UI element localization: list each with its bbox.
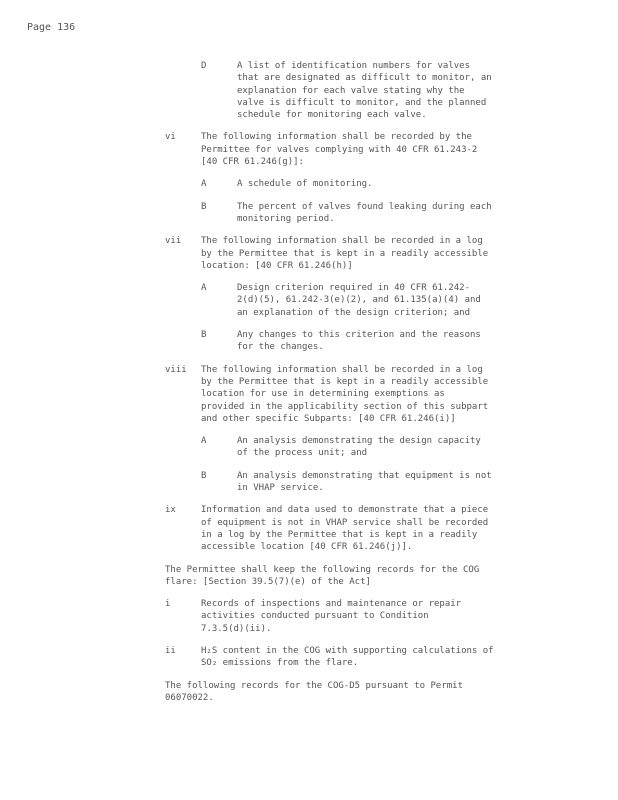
item-text: The following information shall be recorded by the Permittee for valves complying with 40 CFR 61.243-2 [40 CFR 61.246(g)]: [201, 132, 478, 168]
item-text: The following information shall be recorded in a log by the Permittee that is kept in a readily accessible location: [40 CFR 61.246(h)] [201, 236, 489, 271]
item-label: D [201, 61, 207, 71]
closing-paragraph: The following records for the COG-D5 pursuant to Permit 06070022. [165, 680, 464, 703]
list-item [201, 178, 525, 190]
item-text: The following information shall be recorded in a log by the Permittee that is kept in a readily accessible location for use in determining exemptions as provided in the applicability section of this subpart and other specific Subparts: [40 CFR 61.246(i)] [201, 364, 489, 424]
item-text: H₂S content in the COG with supporting calculations of SO₂ emissions from the flare. [201, 645, 494, 669]
item-label: viii [165, 364, 187, 375]
item-text: A list of identification numbers for valves that are designated as difficult to monitor, an explanation for each valve stating why the valve is difficult to monitor, and the planned schedule for monitoring each valve. [237, 61, 492, 121]
item-label: i [165, 599, 171, 610]
item-text: A schedule of monitoring. [237, 179, 373, 190]
item-label: vi [165, 132, 176, 143]
list-item [165, 131, 525, 168]
list-item [201, 60, 525, 121]
list-item [201, 329, 525, 354]
list-item [201, 201, 525, 226]
item-text: An analysis demonstrating the design capacity of the process unit; and [237, 436, 481, 459]
list-item [165, 504, 525, 553]
item-label: ii [165, 645, 176, 656]
list-item [165, 598, 525, 635]
list-item [201, 282, 525, 319]
cog-intro-paragraph: The Permittee shall keep the following records for the COG flare: [Section 39.5(7)(e) of the Act] [165, 564, 480, 587]
document-body [165, 60, 525, 704]
list-item [201, 470, 525, 495]
item-text: Information and data used to demonstrate that a piece of equipment is not in VHAP service shall be recorded in a log by the Permittee that is kept in a readily accessible location [40 CFR 61.246(j)]. [201, 505, 489, 553]
item-text: The percent of valves found leaking during each monitoring period. [237, 201, 492, 224]
item-text: Design criterion required in 40 CFR 61.242- 2(d)(5), 61.242-3(e)(2), and 61.135(a)(4) and an explanation of the design criterion; and [237, 283, 481, 318]
page-number: Page 136 [27, 22, 76, 33]
item-label: B [201, 201, 207, 212]
item-text: Any changes to this criterion and the reasons for the changes. [237, 330, 481, 353]
item-text: Records of inspections and maintenance or repair activities conducted pursuant to Condition 7.3.5(d)(ii). [201, 599, 462, 634]
item-label: B [201, 470, 207, 481]
item-label: A [201, 436, 207, 447]
item-label: ix [165, 505, 176, 516]
list-item [165, 235, 525, 272]
item-text: An analysis demonstrating that equipment is not in VHAP service. [237, 470, 492, 494]
item-label: A [201, 179, 207, 190]
item-label: vii [165, 236, 182, 247]
list-item [165, 364, 525, 425]
list-item [201, 435, 525, 460]
item-label: A [201, 283, 207, 294]
list-item [165, 645, 525, 670]
item-label: B [201, 330, 207, 341]
